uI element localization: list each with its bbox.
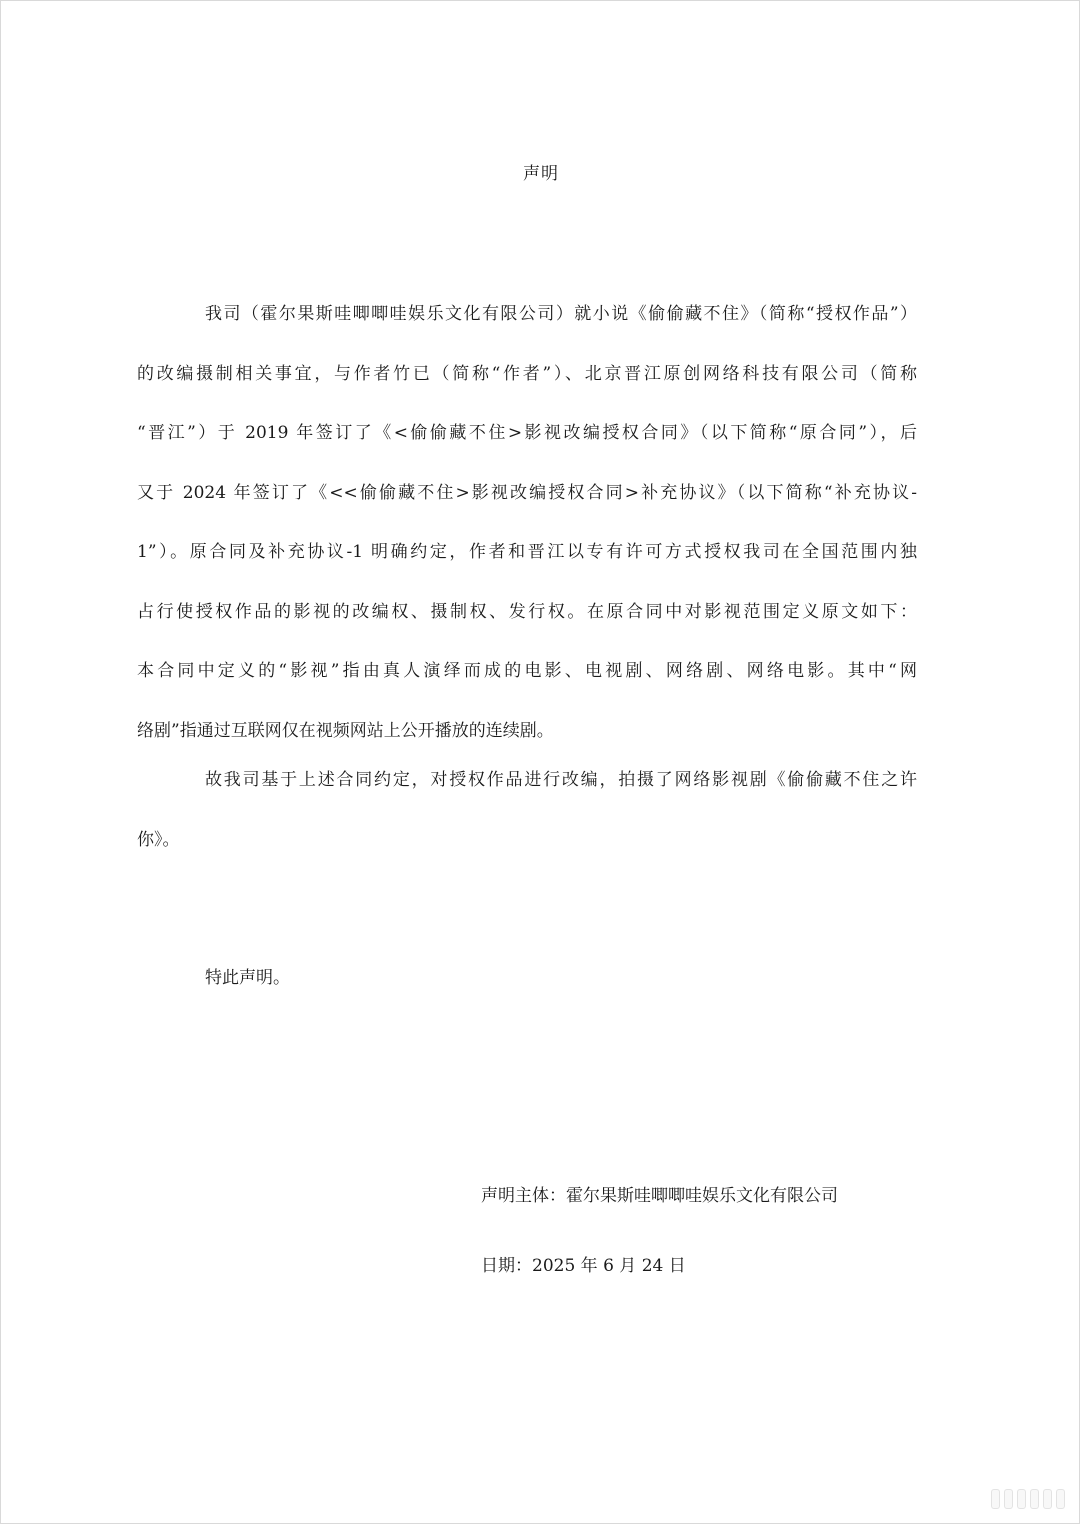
closing-statement: 特此声明。: [205, 968, 290, 988]
paragraph-line: 你》。: [137, 829, 180, 850]
paragraph-line: 本合同中定义的“影视”指由真人演绎而成的电影、电视剧、网络剧、网络电影。其中“网: [137, 661, 917, 681]
watermark-logo: [991, 1489, 1065, 1509]
paragraph-adaptation-statement: [137, 751, 917, 870]
paragraph-line: 1”）。原合同及补充协议-1 明确约定，作者和晋江以专有许可方式授权我司在全国范围内独: [137, 542, 917, 562]
paragraph-line: “晋江”）于 2019 年签订了《<偷偷藏不住>影视改编授权合同》（以下简称“原合同”），后: [137, 423, 917, 443]
paragraph-contract-background: [137, 285, 917, 761]
paragraph-line: 我司（霍尔果斯哇唧唧哇娱乐文化有限公司）就小说《偷偷藏不住》（简称“授权作品”）: [205, 304, 917, 324]
paragraph-line: 络剧”指通过互联网仅在视频网站上公开播放的连续剧。: [137, 720, 554, 741]
paragraph-line: 又于 2024 年签订了《<<偷偷藏不住>影视改编授权合同>补充协议》（以下简称“补充协议-: [137, 482, 917, 503]
document-title: 声明: [523, 164, 559, 184]
paragraph-line: 故我司基于上述合同约定，对授权作品进行改编，拍摄了网络影视剧《偷偷藏不住之许: [205, 770, 917, 790]
date-line: 日期：2025 年 6 月 24 日: [481, 1256, 686, 1276]
paragraph-line: 占行使授权作品的影视的改编权、摄制权、发行权。在原合同中对影视范围定义原文如下：: [137, 601, 917, 622]
signatory-line: 声明主体：霍尔果斯哇唧唧哇娱乐文化有限公司: [481, 1186, 838, 1206]
paragraph-line: 的改编摄制相关事宜，与作者竹已（简称“作者”）、北京晋江原创网络科技有限公司（简称: [137, 363, 917, 384]
